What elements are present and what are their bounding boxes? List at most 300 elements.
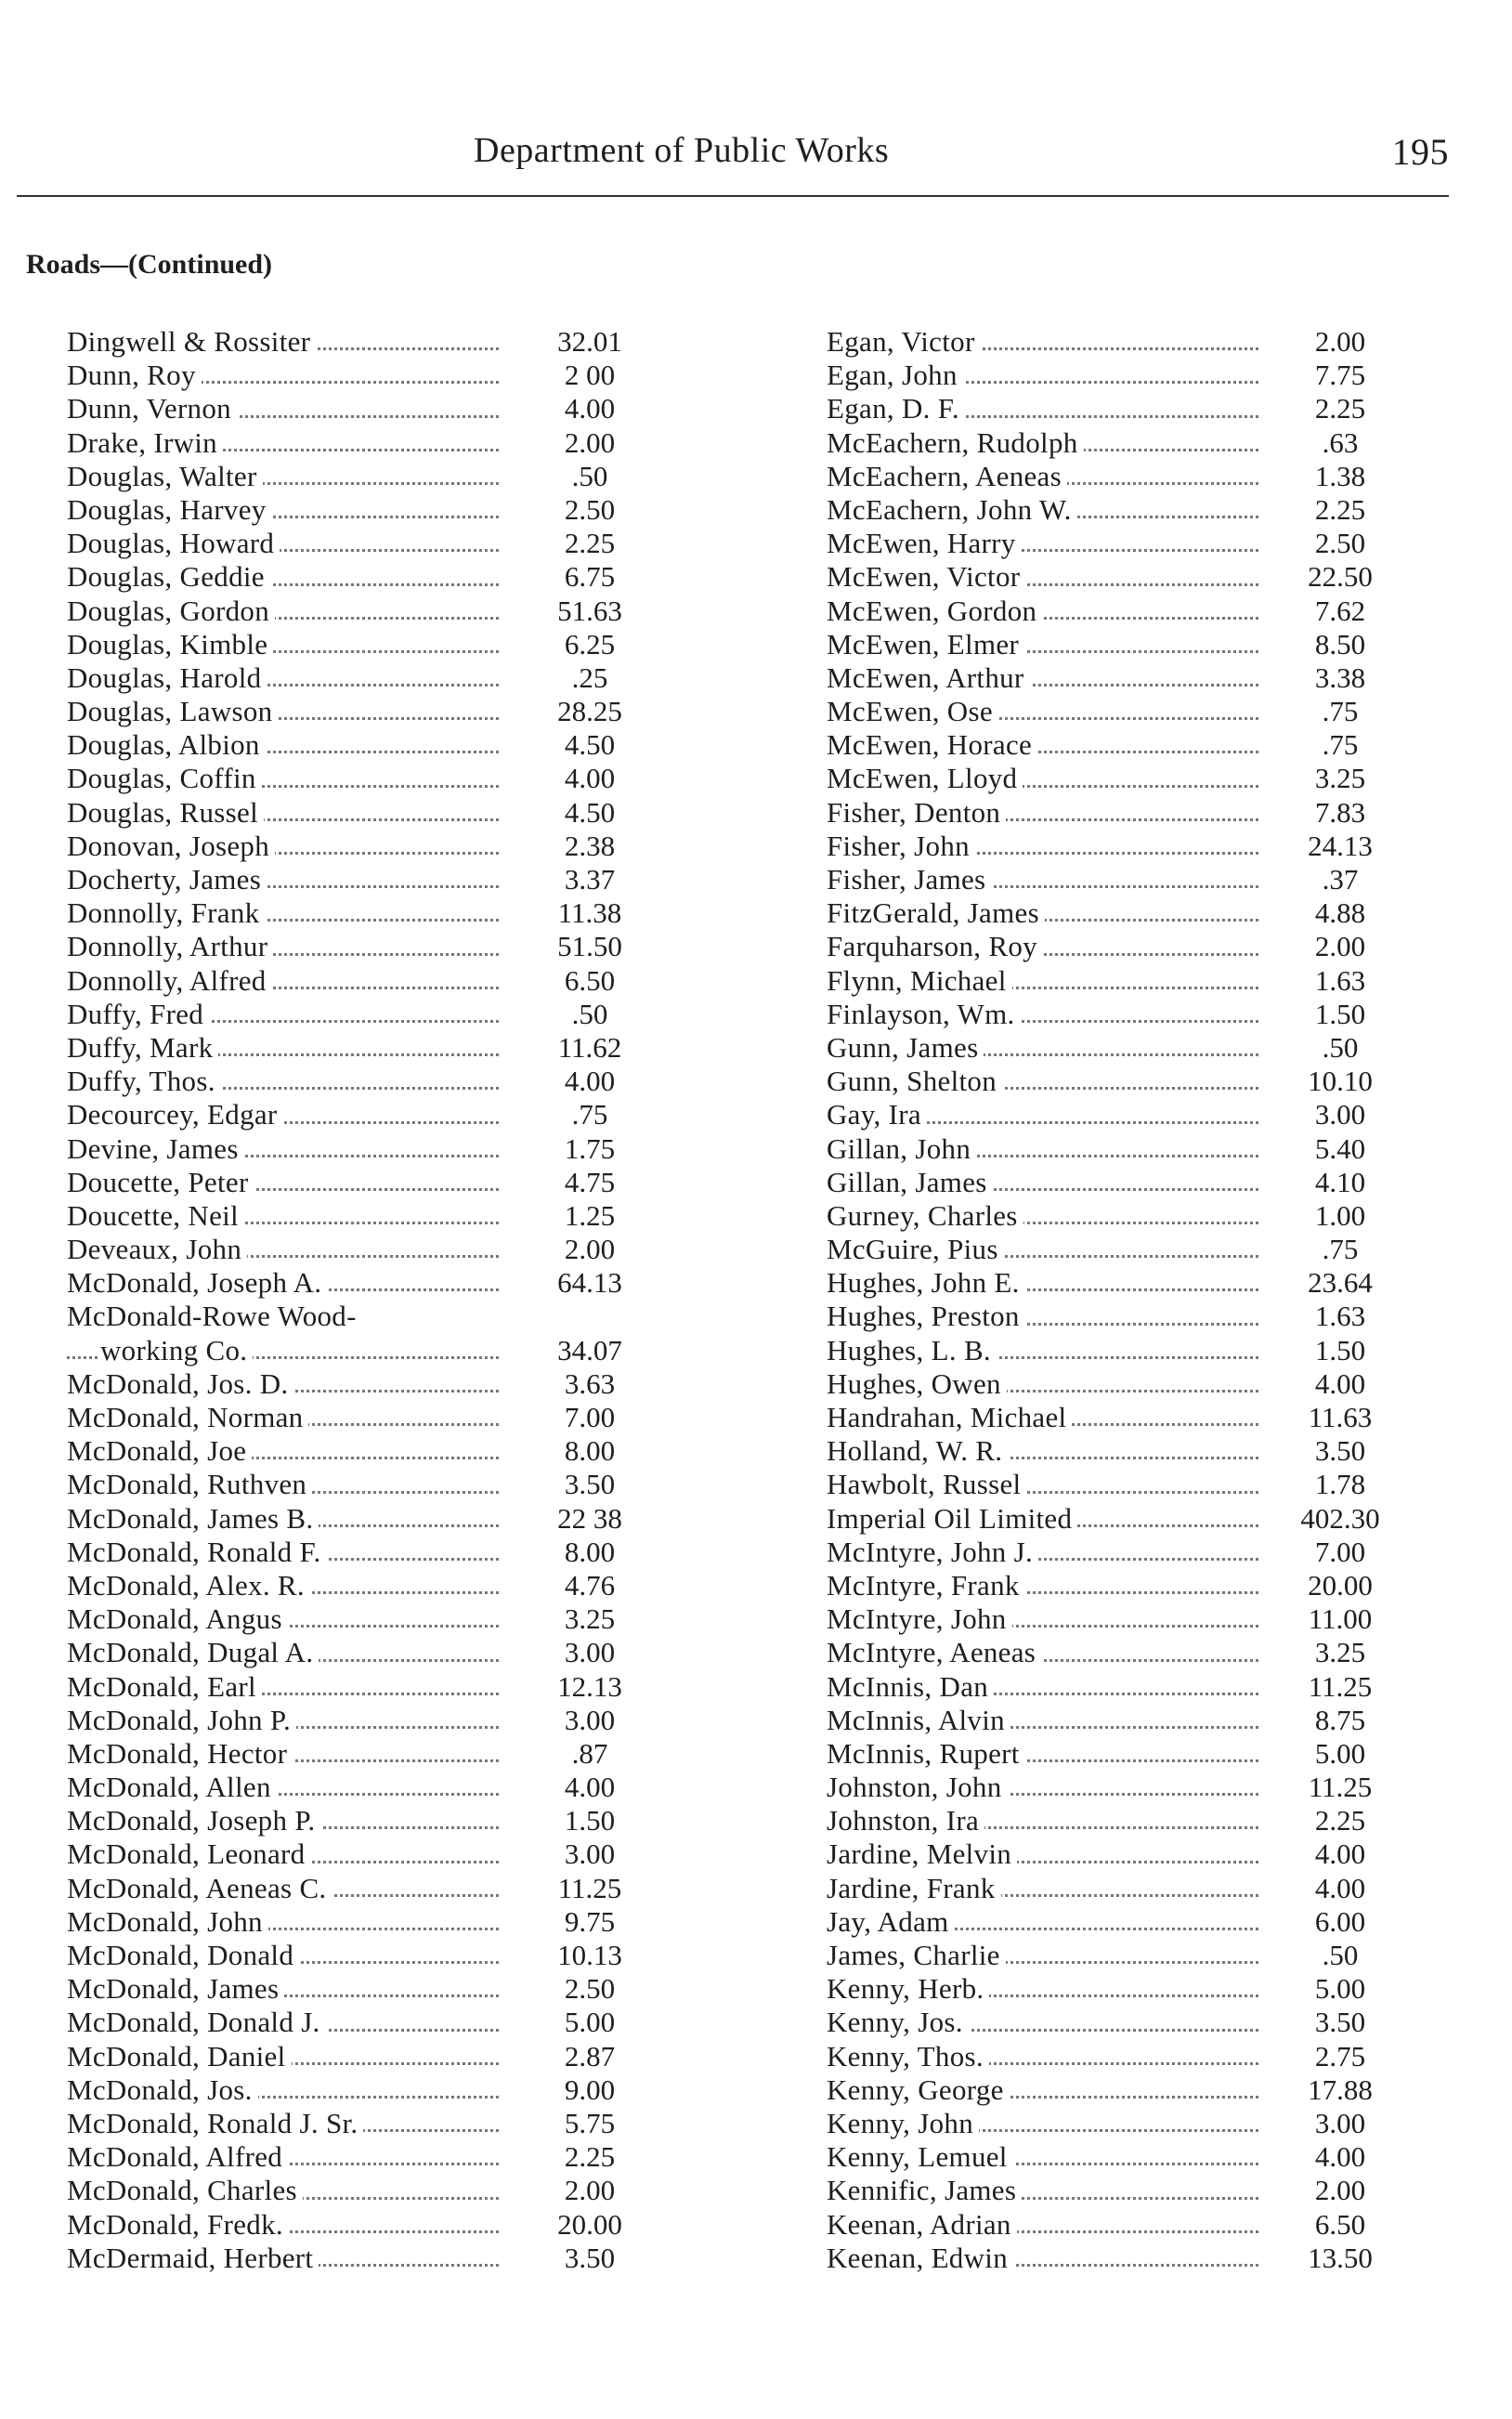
entry-name [827,527,1258,560]
entry-amount: 3.38 [1314,660,1366,694]
entry-name-text: Douglas, Lawson [67,695,278,727]
entry-name-text: McDonald, Allen [67,1771,277,1803]
list-item [827,1166,1401,1199]
entry-name-text: Dunn, Vernon [67,392,237,425]
entry-name-text: Drake, Irwin [67,426,223,459]
entry-amount: 5.00 [564,2006,616,2039]
entry-name [67,2140,499,2174]
entry-amount: .63 [1322,425,1359,459]
entry-amount: 3.50 [564,2241,616,2274]
entry-name-text: Douglas, Albion [67,728,266,761]
entry-amount: 12.13 [557,1669,622,1703]
entry-name [67,930,499,963]
entry-amount: .50 [571,997,608,1030]
entry-name [827,1737,1258,1771]
entry-name-text: McDonald, Donald [67,1939,299,1971]
list-item [827,1939,1401,1972]
entry-name [827,1939,1258,1972]
entry-name [67,964,499,998]
entry-name [827,1804,1258,1837]
entry-name [827,1401,1258,1434]
list-item [827,1132,1401,1166]
list-item [827,595,1401,628]
entry-amount: 9.00 [564,2072,616,2106]
list-item [67,1065,650,1098]
entry-amount: 4.00 [564,392,616,425]
entry-name-text: McDonald, Leonard [67,1837,310,1870]
entry-name-text: Dingwell & Rossiter [67,325,316,358]
entry-name-text: McDonald, Charles [67,2174,303,2206]
entry-name-text: Devine, James [67,1132,244,1165]
entry-name [827,359,1258,392]
entry-name [67,493,499,527]
entry-name [67,1367,499,1401]
entry-name-text: Duffy, Mark [67,1031,218,1064]
entry-amount: 24.13 [1308,829,1373,862]
entry-name-text: Jardine, Frank [827,1872,1001,1904]
list-item [67,1905,650,1939]
entry-amount: 1.50 [1314,1333,1366,1366]
list-item [827,493,1401,527]
list-item [67,1132,650,1166]
entry-amount: 6.75 [564,560,616,594]
entry-name-text: Gunn, James [827,1031,984,1064]
entry-name [67,1065,499,1098]
entry-amount: .75 [1322,695,1359,728]
entry-name-text: Jardine, Melvin [827,1837,1017,1870]
list-item [827,762,1401,795]
entry-name [67,2073,499,2107]
entry-name-text: McDonald, Norman [67,1401,308,1433]
entry-name-text: Hughes, L. B. [827,1334,997,1366]
list-item [67,527,650,560]
entry-name [827,1502,1258,1536]
entry-name-text: McEwen, Victor [827,560,1025,593]
entry-name-text: McEwen, Ose [827,695,998,727]
entry-name-text: Douglas, Kimble [67,628,273,660]
entry-name-text: McDermaid, Herbert [67,2242,319,2274]
entry-name-text: McDonald, James B. [67,1502,319,1535]
entry-name [67,1636,499,1669]
list-item [827,1098,1401,1131]
entry-name [67,1098,499,1131]
entry-name-text: McEwen, Gordon [827,595,1042,627]
list-item [827,628,1401,661]
entry-name [827,2208,1258,2242]
entry-name-text: Finlayson, Wm. [827,998,1021,1030]
list-item [67,1569,650,1602]
entry-name-text: McDonald, Dugal A. [67,1636,319,1668]
entry-name [67,460,499,493]
entry-amount: 4.50 [564,795,616,829]
entry-amount: 3.25 [1314,762,1366,795]
entry-name-text: Imperial Oil Limited [827,1502,1077,1535]
entry-name-text: Douglas, Geddie [67,560,270,593]
header-rule [17,195,1449,197]
list-item [67,1636,650,1669]
entry-name [67,628,499,661]
entry-amount: 4.00 [1314,1366,1366,1400]
entry-name-text: Hawbolt, Russel [827,1468,1026,1500]
entry-amount: 2.25 [1314,492,1366,526]
entry-name [67,1602,499,1636]
entry-amount: 1.50 [564,1804,616,1837]
entry-name-text: McDonald, Earl [67,1670,262,1703]
entry-name-text: Douglas, Gordon [67,595,275,627]
entry-name [827,2174,1258,2207]
entry-amount: 4.00 [1314,2140,1366,2174]
entry-name-text: Douglas, Walter [67,460,263,492]
entry-amount: 7.83 [1314,795,1366,829]
entry-amount: 11.63 [1308,1401,1373,1433]
list-item [67,1771,650,1804]
entry-name-text: McDonald, Alfred [67,2140,288,2173]
list-item [827,325,1401,359]
entry-name-text: McDonald, Joe [67,1434,252,1467]
entry-name [67,1132,499,1166]
entry-amount: 3.25 [1314,1636,1366,1669]
list-item [827,1199,1401,1233]
list-item [827,2174,1401,2207]
entry-amount: 4.88 [1314,896,1366,930]
entry-amount: 11.00 [1308,1602,1373,1636]
entry-name [67,1737,499,1771]
entry-name-text: Dunn, Roy [67,359,202,391]
entry-name [67,1670,499,1704]
entry-name [827,1972,1258,2006]
list-item [827,1837,1401,1871]
list-item [67,1972,650,2006]
list-item [67,796,650,830]
entry-name [827,1166,1258,1199]
list-item [67,1367,650,1401]
entry-name [827,1367,1258,1401]
entry-amount: 3.00 [564,1837,616,1871]
entry-name [67,1837,499,1871]
entry-name [827,796,1258,830]
list-item [67,2073,650,2107]
entry-name [827,830,1258,863]
entry-amount: 11.25 [1308,1669,1373,1703]
list-item [67,1602,650,1636]
entry-name-text: McGuire, Pius [827,1233,1004,1265]
entry-name [827,1468,1258,1501]
list-item [827,1636,1401,1669]
list-item [67,661,650,695]
entry-amount: 2.00 [1314,2174,1366,2207]
list-item [67,1233,650,1266]
entry-name-text: Donnolly, Arthur [67,930,273,962]
entry-amount: 3.50 [564,1468,616,1501]
list-item [67,728,650,762]
entry-name-text: McDonald, Fredk. [67,2208,289,2241]
entry-amount: 4.00 [564,1771,616,1804]
entry-name [827,1536,1258,1569]
entry-name-text: McEwen, Elmer [827,628,1024,660]
entry-name [67,595,499,628]
entry-name-text: Egan, D. F. [827,392,965,425]
entry-name-text: Farquharson, Roy [827,930,1043,962]
list-item [827,359,1401,392]
entry-name [827,2242,1258,2275]
entry-name [827,628,1258,661]
list-item [67,1737,650,1771]
entry-amount: 3.25 [564,1602,616,1636]
entry-name [67,2040,499,2073]
list-item [827,1804,1401,1837]
entry-amount: 4.00 [1314,1837,1366,1871]
list-item [827,1367,1401,1401]
entry-amount: 34.07 [557,1333,622,1366]
list-item [67,2006,650,2039]
entry-name-text: Hughes, John E. [827,1266,1025,1299]
entry-amount: 5.00 [1314,1972,1366,2006]
entry-amount: 13.50 [1308,2241,1373,2274]
list-item [67,325,650,359]
entry-name [67,695,499,728]
entry-amount: 6.50 [1314,2207,1366,2241]
list-item [67,930,650,963]
entry-amount: 1.63 [1314,1300,1366,1333]
entry-amount: 2.25 [1314,392,1366,425]
list-item [827,392,1401,425]
list-item [827,1670,1401,1704]
list-item [827,1300,1401,1333]
entry-amount: 2.50 [564,492,616,526]
entry-amount: 8.00 [564,1535,616,1568]
entry-name-text: Gay, Ira [827,1098,927,1131]
entry-amount: 2.38 [564,829,616,862]
list-item [67,863,650,896]
entry-name-text: McDonald, Daniel [67,2040,292,2072]
entry-name-text: Donnolly, Alfred [67,964,272,997]
entry-amount: 5.75 [564,2106,616,2139]
entry-name [67,1771,499,1804]
entry-name-text: Docherty, James [67,863,267,896]
entry-name [67,1804,499,1837]
list-item [827,1468,1401,1501]
list-item [827,796,1401,830]
entry-name [67,1401,499,1434]
list-item [827,2006,1401,2039]
entry-name [827,2073,1258,2107]
entry-amount: 11.38 [557,896,622,930]
entry-name [827,998,1258,1031]
entry-amount: 1.25 [564,1198,616,1232]
entry-name-text: Hughes, Preston [827,1300,1025,1332]
list-item [67,1804,650,1837]
entry-amount: .50 [1322,1030,1359,1064]
entry-name [827,728,1258,762]
list-item [827,1536,1401,1569]
list-item [827,2242,1401,2275]
list-item [67,1199,650,1233]
entry-name [67,1434,499,1468]
list-item [827,1233,1401,1266]
list-item [827,1872,1401,1905]
entry-amount: 22 38 [557,1501,622,1535]
entry-amount: 3.00 [1314,2106,1366,2139]
entry-name-text: McEachern, Aeneas [827,460,1067,492]
entry-name-text: James, Charlie [827,1939,1006,1971]
entry-name-text: McEachern, Rudolph [827,426,1084,459]
entry-name [67,728,499,762]
entry-name [67,896,499,930]
entry-name-text: McInnis, Dan [827,1670,994,1703]
list-item [67,695,650,728]
entry-name [67,1972,499,2006]
list-item [67,896,650,930]
entry-amount: 2 00 [564,359,616,392]
entry-amount: 6.50 [564,963,616,997]
page-title: Department of Public Works [474,131,890,170]
entry-amount: 11.62 [557,1030,622,1064]
entry-amount: 8.75 [1314,1703,1366,1736]
entry-name-text: Douglas, Howard [67,527,280,559]
entry-name [827,2107,1258,2140]
entry-name-text: Kenny, Jos. [827,2006,969,2038]
entry-name-text: Douglas, Harvey [67,493,272,526]
entry-name-text: McIntyre, Frank [827,1569,1025,1602]
entry-amount: 402.30 [1300,1501,1380,1535]
list-item [67,1434,650,1468]
entry-name [827,1132,1258,1166]
entry-amount: 1.38 [1314,459,1366,492]
entry-name [827,1334,1258,1367]
entry-amount: 8.00 [564,1434,616,1468]
section-title: Roads—(Continued) [26,249,273,280]
list-item [827,460,1401,493]
list-item [67,1670,650,1704]
entry-name-text: Duffy, Thos. [67,1065,221,1097]
entry-name-text: Johnston, Ira [827,1804,984,1837]
entry-name [827,1031,1258,1065]
entry-name-text: Fisher, Denton [827,796,1006,829]
entry-amount: 6.00 [1314,1904,1366,1938]
entry-amount: 51.63 [557,594,622,627]
entry-name [67,661,499,695]
entry-amount: 2.00 [1314,325,1366,358]
list-item [67,830,650,863]
entry-name [67,863,499,896]
entry-amount: 7.00 [1314,1535,1366,1568]
entry-name-text: McDonald, Donald J. [67,2006,326,2038]
entry-amount: 10.13 [557,1939,622,1971]
entry-name [827,560,1258,594]
entry-amount: 10.10 [1308,1065,1373,1098]
entry-amount: 3.00 [1314,1098,1366,1131]
list-item [67,493,650,527]
entry-amount: 2.50 [564,1972,616,2006]
entry-name-text: McIntyre, Aeneas [827,1636,1041,1668]
entry-name [827,1569,1258,1602]
entry-amount: 4.00 [564,1065,616,1098]
entry-name [827,2006,1258,2039]
entry-name [67,998,499,1031]
entry-name [67,560,499,594]
entry-name-text: Gillan, James [827,1166,993,1198]
entry-name-text: McEwen, Lloyd [827,762,1023,794]
entry-name-text: McIntyre, John J. [827,1536,1038,1568]
entry-name-text: McDonald, Hector [67,1737,293,1770]
list-item [827,1569,1401,1602]
entry-amount: .25 [571,660,608,694]
entry-name-text: Gurney, Charles [827,1199,1023,1232]
entry-amount: 51.50 [557,930,622,963]
list-item [827,1065,1401,1098]
entry-name [827,1636,1258,1669]
entry-amount: 5.40 [1314,1131,1366,1165]
list-item [67,1401,650,1434]
list-item [827,2107,1401,2140]
entry-name-text: Duffy, Fred [67,998,209,1030]
entry-amount: 3.50 [1314,2006,1366,2039]
entry-name [827,325,1258,359]
entry-name-text: Egan, John [827,359,963,391]
entry-amount: 4.75 [564,1165,616,1198]
entry-name [827,1602,1258,1636]
entry-amount: 8.50 [1314,627,1366,660]
list-item [67,964,650,998]
entry-amount: 4.00 [564,762,616,795]
entry-name [827,1837,1258,1871]
entry-name [827,1670,1258,1704]
entry-amount: .75 [1322,1233,1359,1266]
list-item [827,661,1401,695]
entry-amount: 28.25 [557,695,622,728]
list-item [827,2040,1401,2073]
list-item [827,1502,1401,1536]
list-item [67,1502,650,1536]
list-item [827,964,1401,998]
entry-name [67,2242,499,2275]
list-item [67,2208,650,2242]
entry-name [827,1266,1258,1300]
entry-amount: 3.00 [564,1703,616,1736]
entry-amount: 4.50 [564,728,616,762]
list-item [827,830,1401,863]
entry-name-text: McEwen, Harry [827,527,1022,559]
list-item [67,1704,650,1737]
entry-name [67,1872,499,1905]
list-item [67,1837,650,1871]
entry-name-text: Kennific, James [827,2174,1022,2206]
list-item [827,1972,1401,2006]
list-item [67,998,650,1031]
entry-name [67,1468,499,1501]
entry-amount: .50 [571,459,608,492]
entry-amount: 20.00 [1308,1568,1373,1602]
entry-name [827,930,1258,963]
list-item [827,2073,1401,2107]
entry-name-text: Kenny, John [827,2107,979,2139]
entry-name-text: McDonald, Jos. D. [67,1367,293,1400]
entry-name [67,830,499,863]
list-item [67,1300,650,1333]
entry-amount: 7.75 [1314,359,1366,392]
entry-amount: 32.01 [557,325,622,358]
list-item [827,1031,1401,1065]
entry-name [827,1905,1258,1939]
list-item [827,1334,1401,1367]
entry-name [827,1704,1258,1737]
entry-amount: 7.62 [1314,594,1366,627]
entry-amount: 2.25 [564,527,616,560]
list-item [827,2208,1401,2242]
entry-name [827,1233,1258,1266]
entry-amount: 2.00 [564,425,616,459]
entry-name-text: Gunn, Shelton [827,1065,1002,1097]
